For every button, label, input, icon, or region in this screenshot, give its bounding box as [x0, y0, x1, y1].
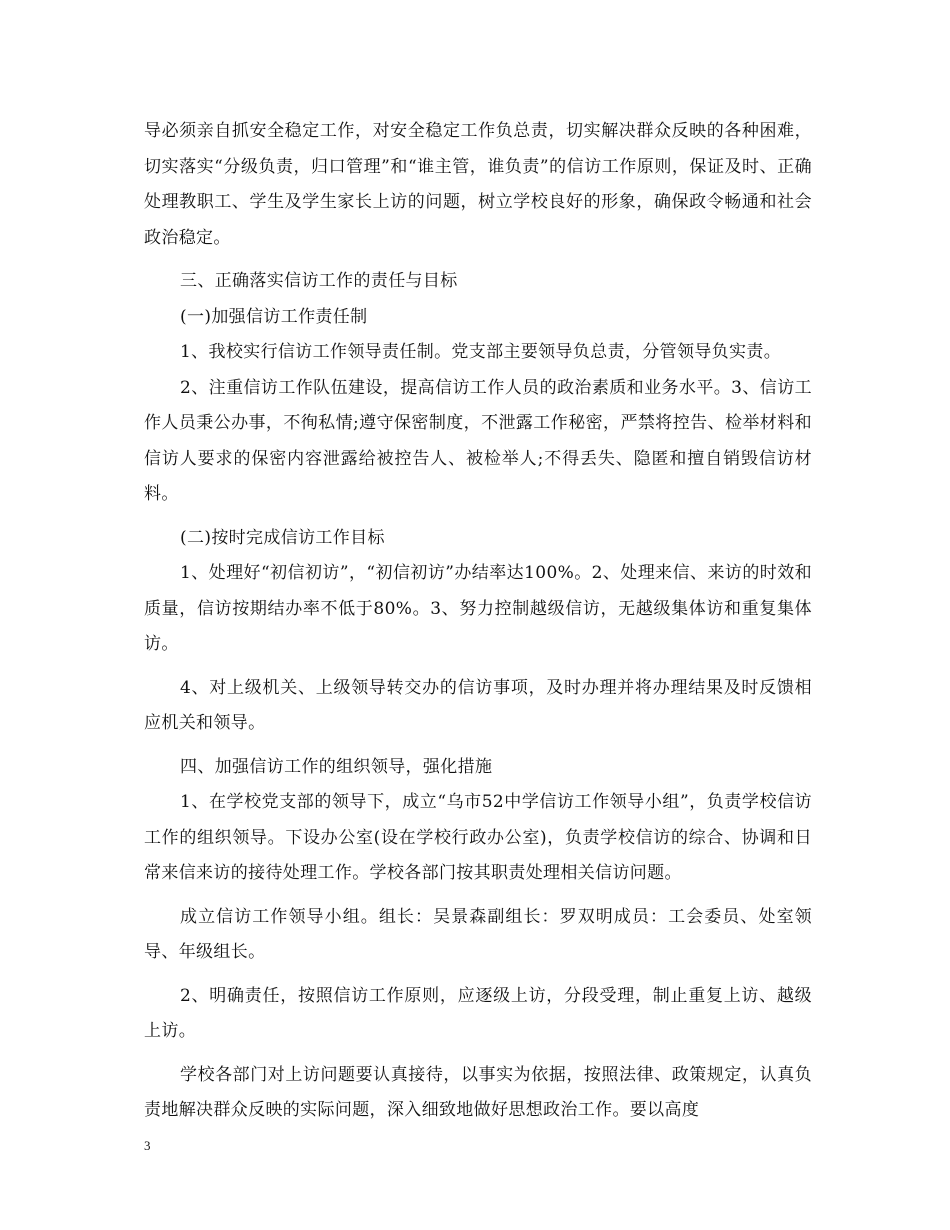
paragraph-leadership-group: 1、在学校党支部的领导下，成立“乌市52中学信访工作领导小组”，负责学校信访工作的组织领导。下设办公室(设在学校行政办公室)，负责学校信访的综合、协调和日常来信来访的接待处理工作。学校各部门按其职责处理相关信访问题。: [144, 792, 812, 883]
paragraph-responsibility: 2、明确责任，按照信访工作原则，应逐级上访，分段受理，制止重复上访、越级上访。: [144, 985, 812, 1041]
paragraph-continuation: 导必须亲自抓安全稳定工作，对安全稳定工作负总责，切实解决群众反映的各种困难，切实落实“分级负责，归口管理”和“谁主管，谁负责”的信访工作原则，保证及时、正确处理教职工、学生及学生家长上访的问题，树立学校良好的形象，确保政令畅通和社会政治稳定。: [144, 121, 812, 248]
document-body: [144, 114, 812, 1137]
section-heading-3: 三、正确落实信访工作的责任与目标: [180, 271, 458, 291]
paragraph-targets: 1、处理好“初信初访”，“初信初访”办结率达100%。2、处理来信、来访的时效和质量，信访按期结办率不低于80%。3、努力控制越级信访，无越级集体访和重复集体访。: [144, 563, 812, 654]
paragraph-group-members: 成立信访工作领导小组。组长：吴景森副组长：罗双明成员：工会委员、处室领导、年级组长。: [144, 906, 812, 962]
paragraph-item-4: 4、对上级机关、上级领导转交办的信访事项，及时办理并将办理结果及时反馈相应机关和领导。: [144, 677, 812, 733]
subsection-heading-1: (一)加强信访工作责任制: [180, 306, 368, 327]
page-number: 3: [144, 1138, 151, 1153]
subsection-heading-2: (二)按时完成信访工作目标: [180, 527, 385, 548]
paragraph-departments: 学校各部门对上访问题要认真接待，以事实为依据，按照法律、政策规定，认真负责地解决群众反映的实际问题，深入细致地做好思想政治工作。要以高度: [144, 1064, 812, 1120]
paragraph-item-2-3: 2、注重信访工作队伍建设，提高信访工作人员的政治素质和业务水平。3、信访工作人员秉公办事，不徇私情;遵守保密制度，不泄露工作秘密，严禁将控告、检举材料和信访人要求的保密内容泄露给被控告人、被检举人;不得丢失、隐匿和擅自销毁信访材料。: [144, 377, 812, 504]
paragraph-item-1: 1、我校实行信访工作领导责任制。党支部主要领导负总责，分管领导负实责。: [180, 342, 782, 362]
section-heading-4: 四、加强信访工作的组织领导，强化措施: [180, 756, 493, 777]
